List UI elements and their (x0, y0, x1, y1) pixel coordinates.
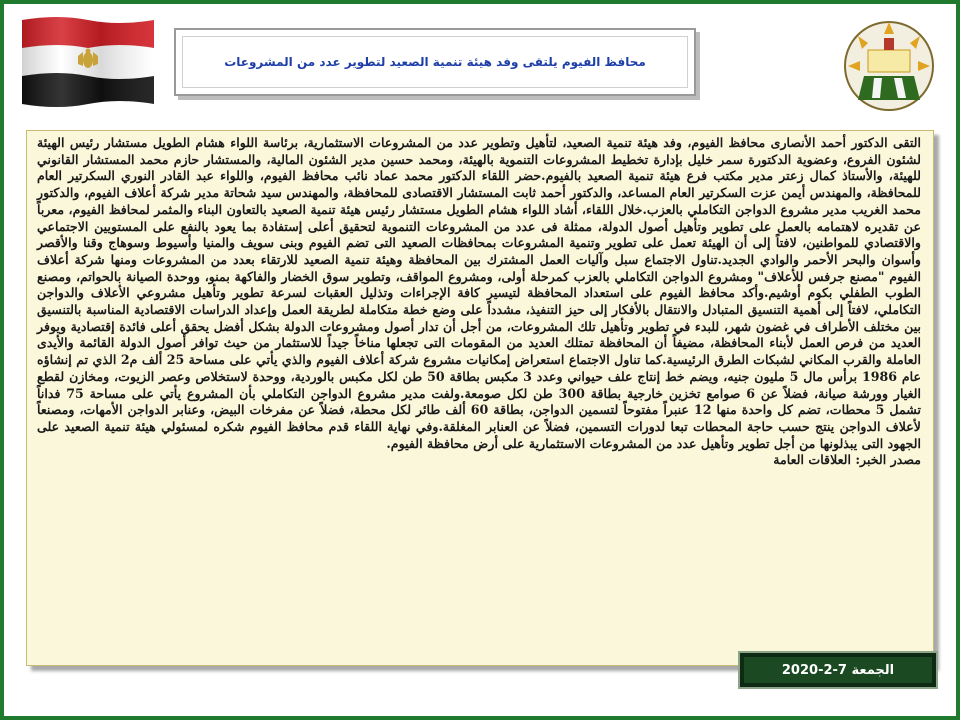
egypt-flag-icon (18, 14, 158, 110)
headline-box (174, 28, 696, 96)
headline-inner (182, 36, 688, 88)
article-body (26, 130, 934, 666)
fayoum-governorate-logo-icon (834, 16, 944, 116)
date-badge (738, 651, 938, 689)
page-title: محافظ الفيوم يلتقى وفد هيئة تنمية الصعيد لتطوير عدد من المشروعات (224, 55, 646, 69)
publish-date: الجمعة 7-2-2020 (781, 662, 895, 678)
news-source: مصدر الخبر: العلاقات العامة (773, 452, 921, 468)
article-text: التقى الدكتور أحمد الأنصارى محافظ الفيوم، وفد هيئة تنمية الصعيد، لتأهيل وتطوير عدد من المشروعات الاستثمارية، برئاسة اللواء هشام الطويل مستشار رئيس الهيئة لشئون الفروع، وعضوية الدكتورة سمر خليل بإدارة تخطيط المشروعات التنموية بالهيئة، ومحمد حسين مدير الشئون المالية، والمستشار حازم محمد المستشار القانوني للهيئة، والأستاذ كمال زعتر مدير مكتب فرع هيئة تنمية الصعيد بالفيوم.حضر اللقاء الدكتور محمد عماد نائب محافظ الفيوم، واللواء عبد القادر النوري السكرتير العام للمحافظة، والمهندس أيمن عزت السكرتير العام المساعد، والدكتور أحمد ثابت المستشار الاقتصادى للمحافظة، والمهندس سيد شحاتة مدير شركة أعلاف الفيوم، والدكتور محمد الغريب مدير مشروع الدواجن التكاملي بالعزب.خلال اللقاء، أشاد اللواء هشام الطويل مستشار رئيس هيئة تنمية الصعيد بالتعاون البناء والمثمر لمحافظ الفيوم، معرباً عن تقديره لاهتمامه بالعمل على تطوير وتأهيل أصول الدولة، ممثلة فى عدد من المشروعات التنموية لتحقيق أعلى إستفادة بما يعود بالنفع على المستويين الاجتماعي والاقتصادي للمواطنين، لافتاً إلى أن الهيئة تعمل على تطوير وتنمية المشروعات بمحافظات الصعيد التى تضم الفيوم وبنى سويف والمنيا وأسيوط وسوهاج وقنا والأقصر وأسوان والبحر الأحمر والوادي الجديد.تناول الاجتماع سبل وآليات العمل المشترك بين المحافظة وهيئة تنمية الصعيد للارتقاء بعدد من المشروعات ومنها شركة أعلاف الفيوم "مصنع جرفس للأعلاف" ومشروع الدواجن التكاملي بالعزب كمرحلة أولى، ومشروع المواقف، وتطوير سوق الخضار والفاكهة بمنو، ووحدة الصيانة بالحواتم، ومصنع الطوب الطفلي بكوم أوشيم.وأكد محافظ الفيوم على استعداد المحافظة لتيسير كافة الإجراءات وتذليل العقبات لسرعة تطوير وتأهيل مشروعي الأعلاف والدواجن التكاملي، لافتاً إلى أهمية التنسيق المتبادل والانتقال بالأفكار إلى حيز التنفيذ، مشدداً على وضع خطة متكاملة لطريقة العمل وإعداد الدراسات الاقتصادية المناسبة بالتنسيق بين مختلف الأطراف في غضون شهر، للبدء في تطوير وتأهيل تلك المشروعات، من أجل أن تدار أصول ومشروعات الدولة بشكل أفضل يحقق أعلى فائدة إقتصادية ويوفر العديد من فرص العمل لأبناء المحافظة، مضيفاً أن المحافظة تمتلك العديد من المقومات التى تجعلها مناخاً جيداً للاستثمار من حيث توافر أصول الدولة القائمة والأيدى العاملة والقرب المكاني لشبكات الطرق الرئيسية.كما تناول الاجتماع استعراض إمكانيات مشروع شركة أعلاف الفيوم والذي يأتي على مساحة 25 ألف م2 الذي تم إنشاؤه عام 1986 برأس مال 5 مليون جنيه، ويضم خط إنتاج علف حيواني وعدد 3 مكبس بطاقة 50 طن لكل مكبس بالوردية، ووحدة لاستخلاص وعصر الزيوت، ومخازن لقطع الغيار وورشة صيانة، فضلاً عن 6 صوامع تخزين خارجية بطاقة 300 طن لكل صومعة.ولفت مدير مشروع الدواجن التكاملي بأن المشروع يأتي على مساحة 75 فداناً تشمل 5 محطات، تضم كل واحدة منها 12 عنبراً مفتوحاً لتسمين الدواجن، بطاقة 60 ألف طائر لكل محطة، فضلاً عن مفرخات البيض، وعنابر الدواجن الأمهات، ومصنعاً لأعلاف الدواجن ينتج حسب حاجة المحطات تبعا لدورات التسمين، فضلاً عن العنابر المغلقة.وفي نهاية اللقاء قدم محافظ الفيوم شكره لمسئولي هيئة تنمية الصعيد على الجهود التى يبذلونها من أجل تطوير وتأهيل عدد من المشروعات الاستثمارية على أرض محافظة الفيوم. (37, 135, 922, 451)
